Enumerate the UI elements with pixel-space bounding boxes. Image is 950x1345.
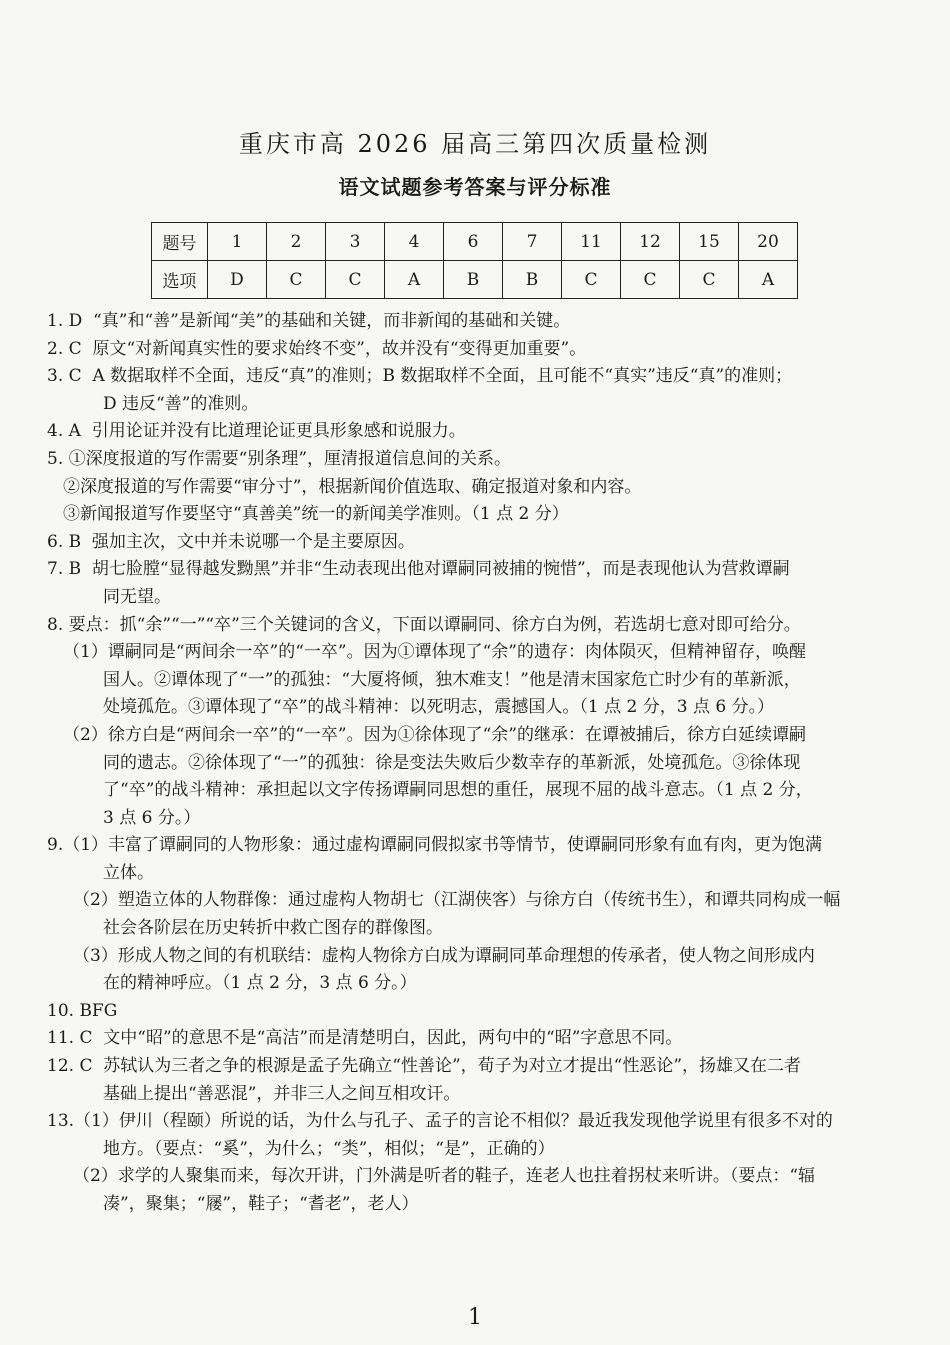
answer-line: 4. A 引用论证并没有比道理论证更具形象感和说服力。: [47, 421, 466, 442]
question-number-cell: 1: [208, 223, 267, 261]
question-number-row: [152, 223, 798, 261]
answer-line: （3）形成人物之间的有机联结：虚构人物徐方白成为谭嗣同革命理想的传承者，使人物之间形成内: [73, 945, 815, 966]
option-cell: C: [562, 261, 621, 299]
question-number-cell: 2: [267, 223, 326, 261]
answer-explanations: [47, 308, 907, 1219]
answer-line: 3. C A 数据取样不全面，违反“真”的准则；B 数据取样不全面，且可能不“真实”违反“真”的准则；: [47, 366, 793, 387]
answer-line: 11. C 文中“昭”的意思不是“高洁”而是清楚明白，因此，两句中的“昭”字意思不同。: [47, 1028, 683, 1049]
answer-line: 6. B 强加主次，文中并未说哪一个是主要原因。: [47, 531, 415, 552]
answer-line: ②深度报道的写作需要“审分寸”，根据新闻价值选取、确定报道对象和内容。: [63, 476, 642, 497]
answer-line: （2）徐方白是“两间余一卒”的“一卒”。因为①徐体现了“余”的继承：在谭被捕后，徐方白延续谭嗣: [63, 724, 806, 745]
answer-line: 在的精神呼应。（1 点 2 分，3 点 6 分。）: [103, 973, 417, 994]
question-number-cell: 15: [680, 223, 739, 261]
option-cell: D: [208, 261, 267, 299]
option-cell: C: [680, 261, 739, 299]
option-cell: C: [621, 261, 680, 299]
answer-line: 处境孤危。③谭体现了“卒”的战斗精神：以死明志，震撼国人。（1 点 2 分，3 点 6 分。）: [103, 697, 775, 718]
option-row: [152, 261, 798, 299]
exam-title: 重庆市高 2026 届高三第四次质量检测: [238, 130, 712, 158]
answer-line: 同无望。: [103, 586, 171, 607]
answer-table: [151, 222, 798, 299]
option-cell: A: [385, 261, 444, 299]
option-cell: B: [444, 261, 503, 299]
option-cell: B: [503, 261, 562, 299]
answer-line: 1. D “真”和“善”是新闻“美”的基础和关键，而非新闻的基础和关键。: [47, 311, 571, 331]
answer-line: D 违反“善”的准则。: [103, 393, 259, 414]
answer-line: 12. C 苏轼认为三者之争的根源是孟子先确立“性善论”，荀子为对立才提出“性恶论”，扬雄又在二者: [47, 1056, 802, 1077]
answer-line: 2. C 原文“对新闻真实性的要求始终不变”，故并没有“变得更加重要”。: [47, 338, 587, 359]
answer-line: 5. ①深度报道的写作需要“别条理”，厘清报道信息间的关系。: [47, 448, 512, 469]
answer-line: 国人。②谭体现了“一”的孤独：“大厦将倾，独木难支！”他是清末国家危亡时少有的革新派，: [103, 669, 801, 690]
question-number-cell: 11: [562, 223, 621, 261]
exam-subtitle: 语文试题参考答案与评分标准: [338, 175, 612, 199]
answer-line: 立体。: [103, 862, 154, 883]
answer-line: 基础上提出“善恶混”，并非三人之间互相攻讦。: [103, 1083, 461, 1104]
question-number-cell: 3: [326, 223, 385, 261]
answer-line: 地方。（要点：“奚”，为什么；“类”，相似；“是”，正确的）: [103, 1138, 555, 1159]
answer-line: 3 点 6 分。）: [103, 807, 201, 828]
answer-line: 同的遗志。②徐体现了“一”的孤独：徐是变法失败后少数幸存的革新派，处境孤危。③徐体现: [103, 752, 801, 773]
row-label-question: 题号: [152, 223, 208, 261]
row-label-option: 选项: [152, 261, 208, 299]
question-number-cell: 4: [385, 223, 444, 261]
option-cell: A: [739, 261, 798, 299]
question-number-cell: 12: [621, 223, 680, 261]
option-cell: C: [267, 261, 326, 299]
answer-line: （2）塑造立体的人物群像：通过虚构人物胡七（江湖侠客）与徐方白（传统书生），和谭共同构成一幅: [73, 890, 841, 911]
answer-line: 社会各阶层在历史转折中救亡图存的群像图。: [103, 918, 443, 939]
option-cell: C: [326, 261, 385, 299]
answer-line: （1）谭嗣同是“两间余一卒”的“一卒”。因为①谭体现了“余”的遗存：肉体陨灭，但精神留存，唤醒: [63, 642, 806, 663]
page-number: 1: [468, 1305, 482, 1330]
answer-line: ③新闻报道写作要坚守“真善美”统一的新闻美学准则。（1 点 2 分）: [63, 504, 569, 525]
question-number-cell: 6: [444, 223, 503, 261]
answer-line: 凑”，聚集；“屦”，鞋子；“耆老”，老人）: [103, 1194, 419, 1214]
question-number-cell: 7: [503, 223, 562, 261]
answer-line: 8. 要点：抓“余”“一”“卒”三个关键词的含义，下面以谭嗣同、徐方白为例，若选胡七意对即可给分。: [47, 614, 801, 635]
answer-line: 7. B 胡七脸膛“显得越发黝黑”并非“生动表现出他对谭嗣同被捕的惋惜”，而是表现他认为营救谭嗣: [47, 559, 790, 580]
answer-line: 9.（1）丰富了谭嗣同的人物形象：通过虚构谭嗣同假拟家书等情节，使谭嗣同形象有血有肉，更为饱满: [47, 835, 823, 856]
question-number-cell: 20: [739, 223, 798, 261]
answer-line: 10. BFG: [47, 1000, 118, 1021]
answer-line: （2）求学的人聚集而来，每次开讲，门外满是听者的鞋子，连老人也拄着拐杖来听讲。（要点：“辐: [73, 1166, 816, 1187]
answer-line: 13.（1）伊川（程颐）所说的话，为什么与孔子、孟子的言论不相似？最近我发现他学说里有很多不对的: [47, 1111, 833, 1132]
answer-line: 了“卒”的战斗精神：承担起以文字传扬谭嗣同思想的重任，展现不屈的战斗意志。（1 点 2 分，: [103, 780, 813, 801]
